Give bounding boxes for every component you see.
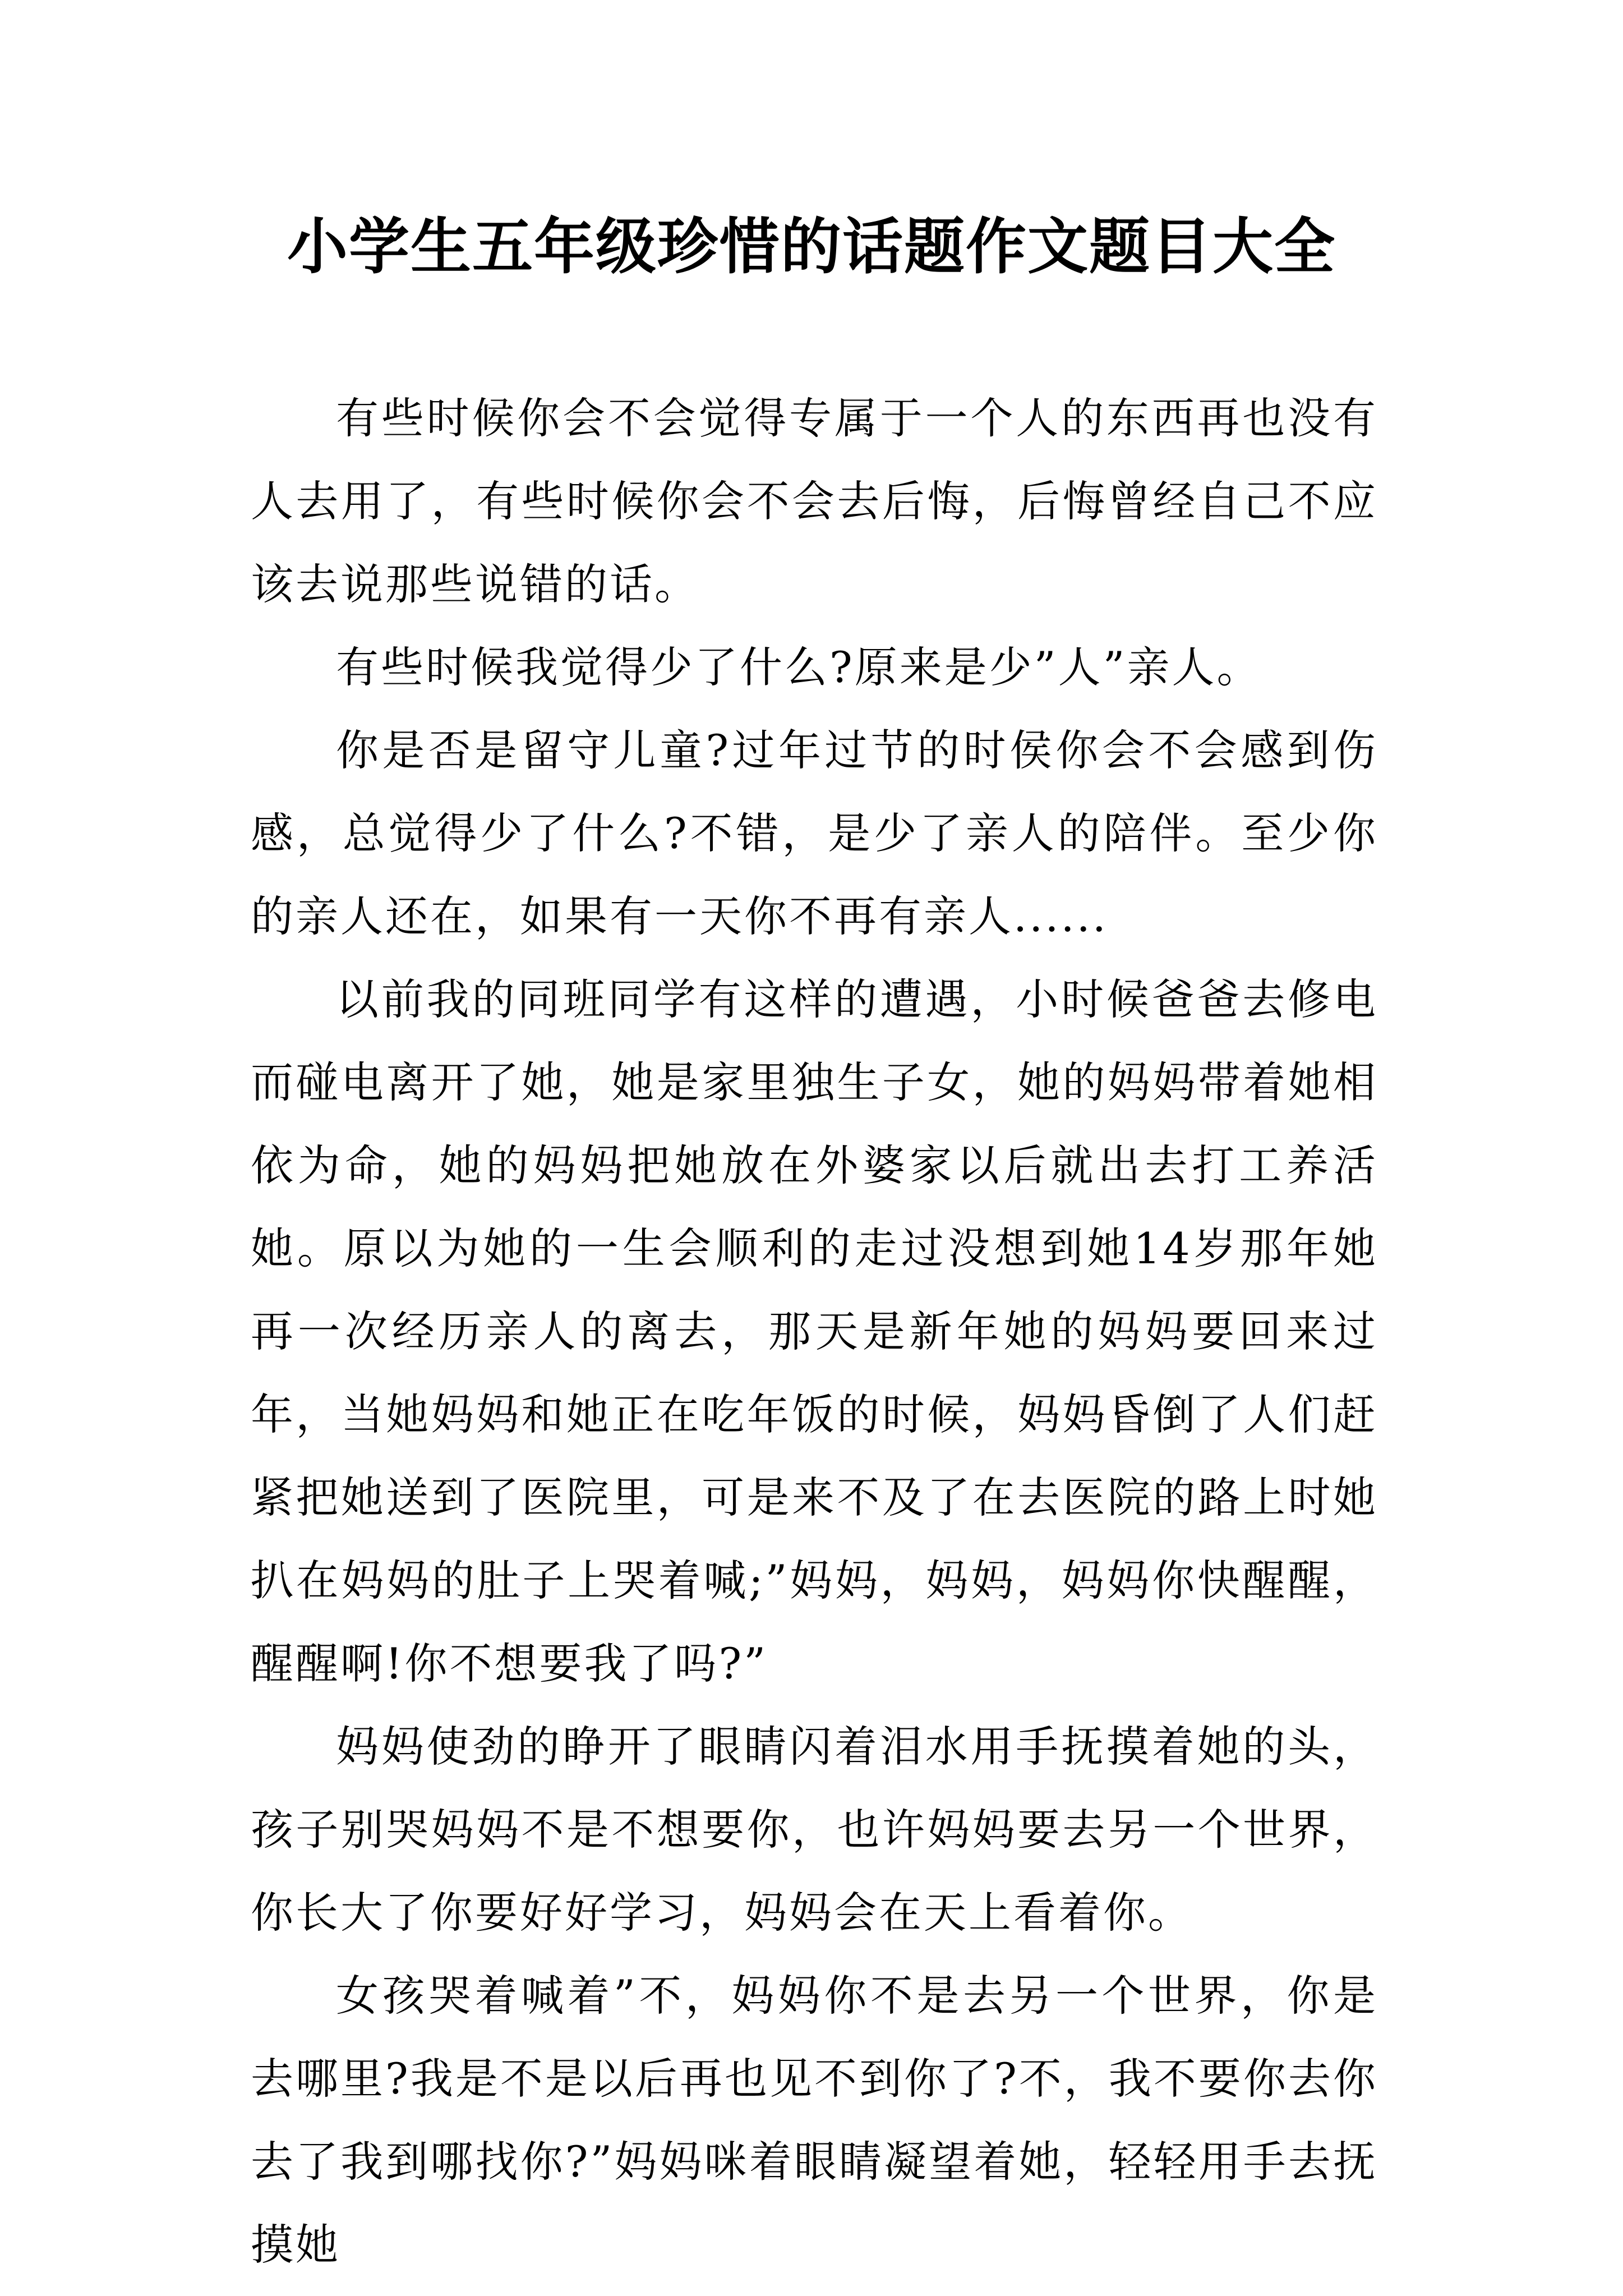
- document-body: [251, 377, 1378, 2286]
- paragraph: 以前我的同班同学有这样的遭遇，小时候爸爸去修电而碰电离开了她，她是家里独生子女，她的妈妈带着她相依为命，她的妈妈把她放在外婆家以后就出去打工养活她。原以为她的一生会顺利的走过没想到她14岁那年她再一次经历亲人的离去，那天是新年她的妈妈要回来过年，当她妈妈和她正在吃年饭的时候，妈妈昏倒了人们赶紧把她送到了医院里，可是来不及了在去医院的路上时她扒在妈妈的肚子上哭着喊;”妈妈，妈妈，妈妈你快醒醒，醒醒啊!你不想要我了吗?”: [251, 974, 1378, 1688]
- paragraph: 有些时候我觉得少了什么?原来是少”人”亲人。: [336, 642, 1262, 692]
- document-title: 小学生五年级珍惜的话题作文题目大全: [287, 211, 1336, 282]
- paragraph: 你是否是留守儿童?过年过节的时侯你会不会感到伤感，总觉得少了什么?不错，是少了亲人的陪伴。至少你的亲人还在，如果有一天你不再有亲人......: [251, 725, 1378, 941]
- paragraph: 女孩哭着喊着”不，妈妈你不是去另一个世界，你是去哪里?我是不是以后再也见不到你了?不，我不要你去你去了我到哪找你?”妈妈咪着眼睛凝望着她，轻轻用手去抚摸她: [251, 1971, 1378, 2270]
- paragraph: 妈妈使劲的睁开了眼睛闪着泪水用手抚摸着她的头，孩子别哭妈妈不是不想要你，也许妈妈要去另一个世界，你长大了你要好好学习，妈妈会在天上看着你。: [251, 1722, 1378, 1938]
- paragraph: 有些时候你会不会觉得专属于一个人的东西再也没有人去用了，有些时候你会不会去后悔，后悔曾经自己不应该去说那些说错的话。: [251, 393, 1378, 609]
